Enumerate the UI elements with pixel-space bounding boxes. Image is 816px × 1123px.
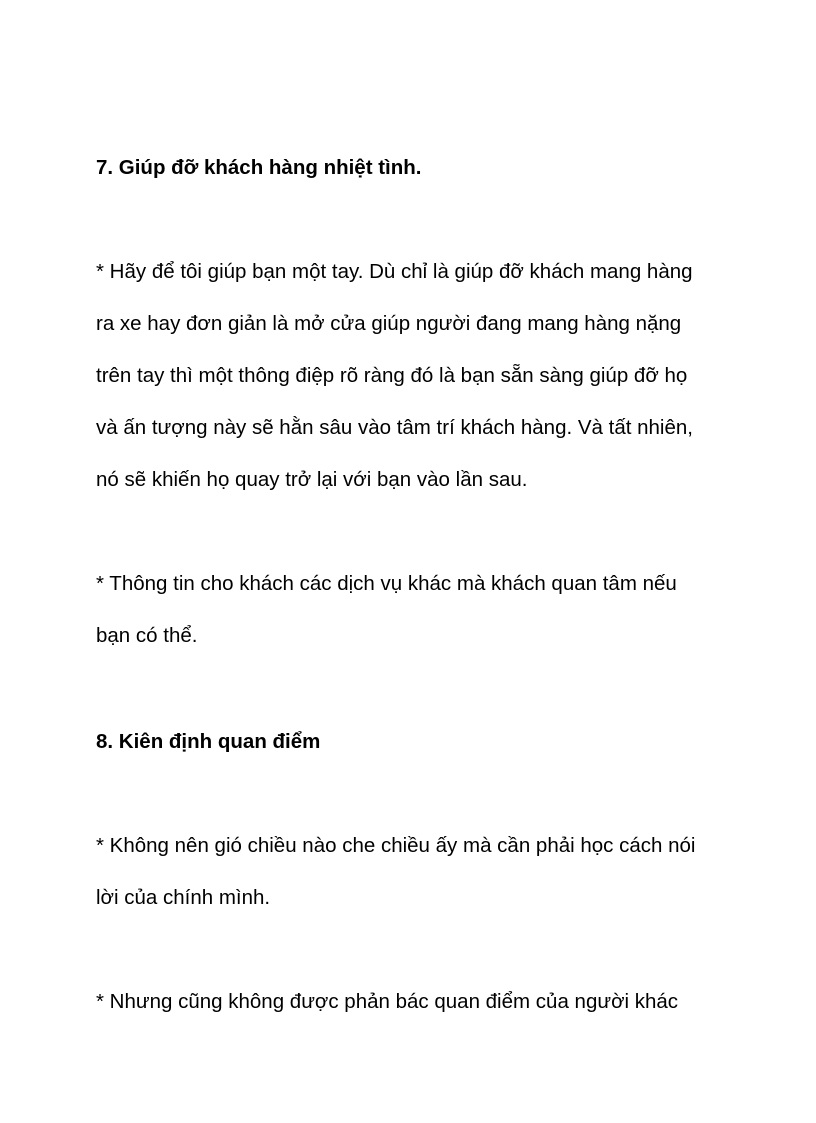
section-7-paragraph-1-line-1: * Hãy để tôi giúp bạn một tay. Dù chỉ là giúp đỡ khách mang hàng	[96, 260, 693, 283]
section-8-paragraph-1-line-2: lời của chính mình.	[96, 886, 271, 909]
section-7-paragraph-2-line-2: bạn có thể.	[96, 624, 198, 647]
section-7-paragraph-1-line-5: nó sẽ khiến họ quay trở lại với bạn vào lần sau.	[96, 468, 528, 491]
section-7-paragraph-1-line-4: và ấn tượng này sẽ hằn sâu vào tâm trí khách hàng. Và tất nhiên,	[96, 416, 693, 439]
section-7-heading: 7. Giúp đỡ khách hàng nhiệt tình.	[96, 156, 422, 179]
section-8-paragraph-1-line-1: * Không nên gió chiều nào che chiều ấy mà cần phải học cách nói	[96, 834, 696, 857]
section-8-paragraph-2-line-1: * Nhưng cũng không được phản bác quan điểm của người khác	[96, 990, 679, 1013]
section-7-paragraph-2-line-1: * Thông tin cho khách các dịch vụ khác mà khách quan tâm nếu	[96, 572, 677, 595]
section-8-heading: 8. Kiên định quan điểm	[96, 730, 321, 753]
section-7-paragraph-1-line-2: ra xe hay đơn giản là mở cửa giúp người đang mang hàng nặng	[96, 312, 682, 335]
section-7-paragraph-1-line-3: trên tay thì một thông điệp rõ ràng đó là bạn sẵn sàng giúp đỡ họ	[96, 364, 688, 387]
